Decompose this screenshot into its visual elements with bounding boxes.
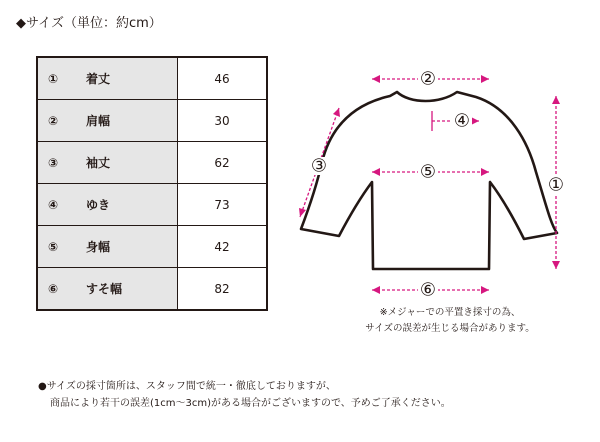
table-row — [37, 57, 267, 100]
marker-sleeve-length: ③ — [310, 155, 328, 177]
row-label: すそ幅 — [86, 282, 123, 296]
marker-yuki: ④ — [453, 110, 471, 132]
size-label-cell — [37, 226, 178, 268]
size-label-cell — [37, 184, 178, 226]
row-number: ① — [48, 72, 59, 86]
row-label: ゆき — [86, 198, 111, 212]
arrows-group — [299, 75, 560, 294]
note-line: サイズの誤差が生じる場合があります。 — [365, 323, 535, 334]
size-value: 42 — [178, 226, 268, 268]
marker-length: ① — [547, 174, 565, 196]
size-label-cell — [37, 268, 178, 311]
row-label: 身幅 — [86, 240, 111, 254]
table-row — [37, 226, 267, 268]
marker-hem-width: ⑥ — [419, 279, 437, 301]
size-value: 46 — [178, 57, 268, 100]
note-line: ※メジャーでの平置き採寸の為、 — [379, 307, 521, 318]
size-table — [36, 56, 268, 311]
size-label-cell — [37, 57, 178, 100]
footnote-line: ●サイズの採寸箇所は、スタッフ間で統一・徹底しておりますが、 — [38, 381, 336, 392]
table-row — [37, 268, 267, 311]
page-title: ◆サイズ（単位：約cm） — [16, 16, 162, 31]
size-label-cell — [37, 142, 178, 184]
row-number: ⑥ — [48, 282, 59, 296]
marker-shoulder-width: ② — [419, 68, 437, 90]
row-label: 袖丈 — [86, 156, 111, 170]
measurement-note — [340, 305, 560, 337]
size-value: 73 — [178, 184, 268, 226]
size-value: 62 — [178, 142, 268, 184]
footnote — [38, 378, 451, 412]
footnote-line: 商品により若干の誤差(1cm〜3cm)がある場合がございますので、予めご了承ください。 — [50, 398, 451, 409]
garment-diagram — [288, 56, 578, 306]
row-number: ③ — [48, 156, 59, 170]
size-value: 30 — [178, 100, 268, 142]
row-number: ⑤ — [48, 240, 59, 254]
row-number: ② — [48, 114, 59, 128]
size-value: 82 — [178, 268, 268, 311]
table-row — [37, 142, 267, 184]
row-label: 着丈 — [86, 72, 111, 86]
row-number: ④ — [48, 198, 59, 212]
table-row — [37, 100, 267, 142]
marker-body-width: ⑤ — [419, 161, 437, 183]
table-row — [37, 184, 267, 226]
size-label-cell — [37, 100, 178, 142]
row-label: 肩幅 — [86, 114, 111, 128]
